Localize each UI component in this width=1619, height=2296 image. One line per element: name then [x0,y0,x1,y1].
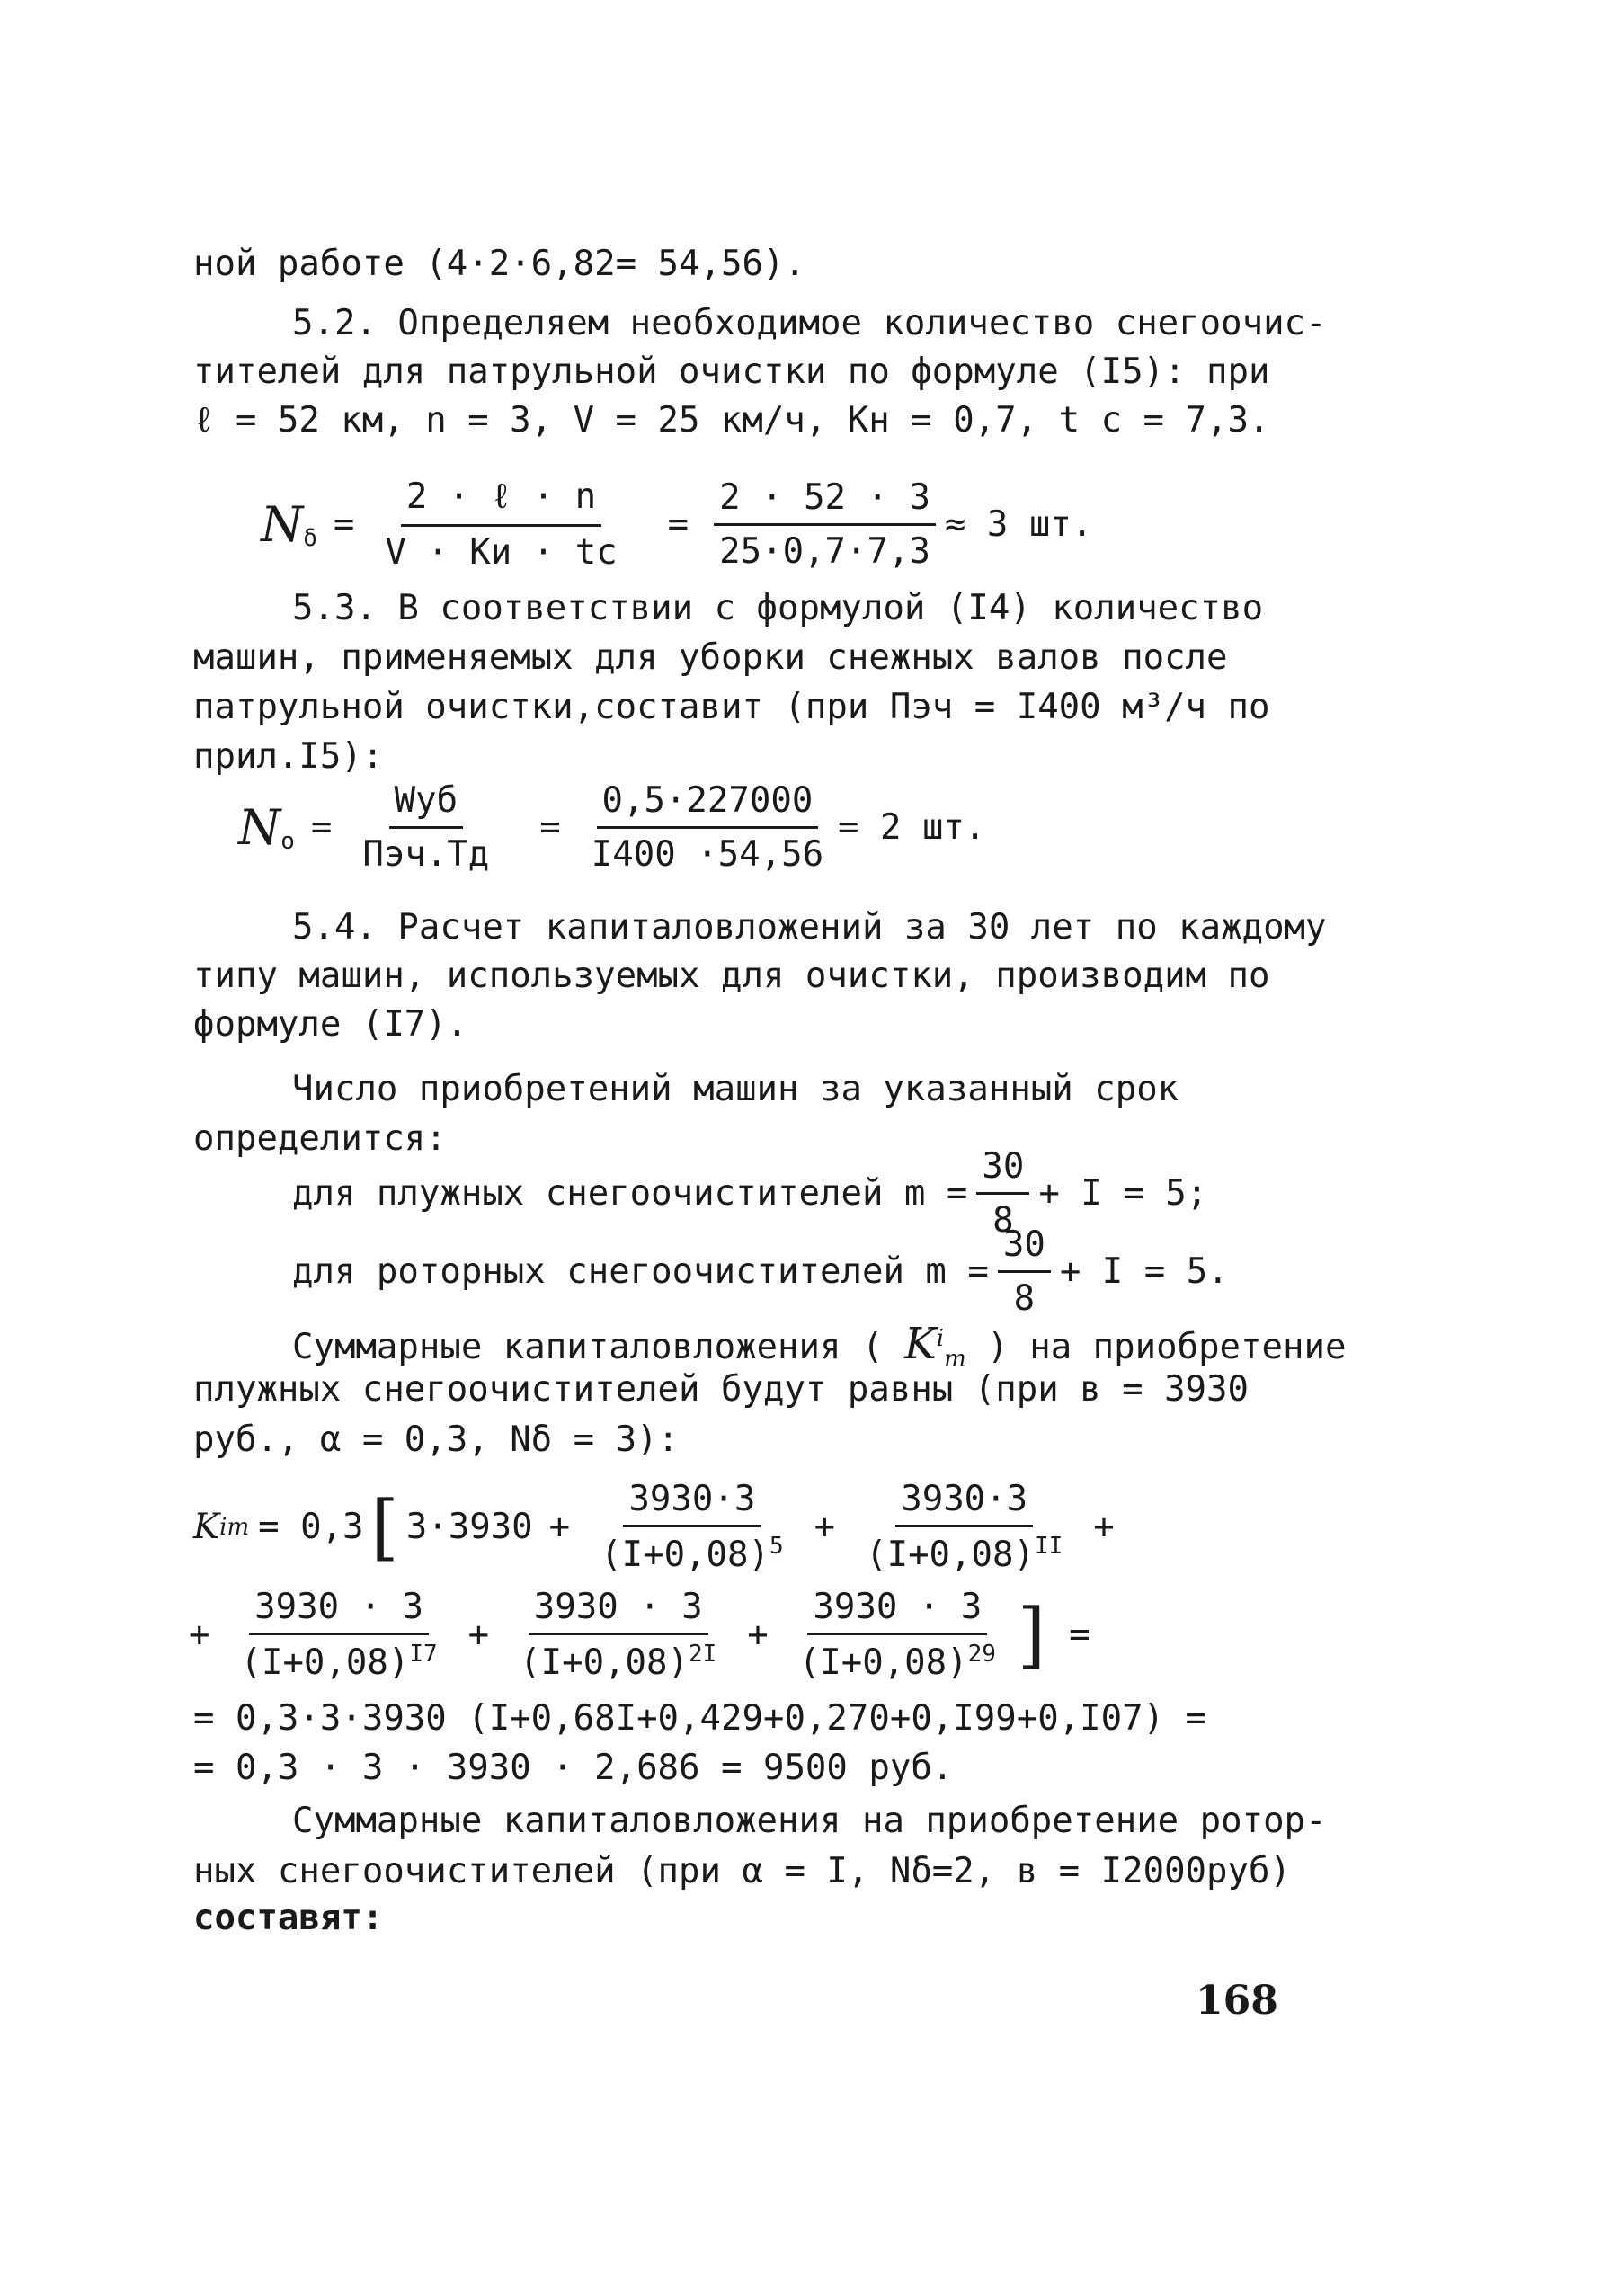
eq1-result: ≈ 3 шт. [944,504,1093,545]
term-1: $\frac{3930\cdot 3}{(I+0,08)^5}$ [600,1479,784,1575]
eq2-lhs-sub: o [280,827,295,855]
eq1-numerator-values: 2 · 52 · 3 [714,477,936,526]
text-line: Суммарные капиталовложения на приобретение ротор- [292,1801,1327,1841]
eq2-fraction-formula [357,780,494,875]
text-line: = 0,3 · 3 · 3930 · 2,686 = 9500 руб. [193,1748,954,1788]
text-line: типу машин, используемых для очистки, производим по [193,956,1270,996]
text-line: машин, применяемых для уборки снежных валов после [193,637,1228,678]
equation-n-o: N $_o$ = $\frac{\text{Wуб}}{\text{Пэч.Тд}}$ = $\frac{0,5\cdot 227000}{I400 \cdot 54,56}$ = 2 шт. [238,780,986,875]
term-4: $\frac{3930 \cdot 3}{(I+0,08)^{2I}}$ [520,1587,717,1683]
m-rotary-line: для роторных снегоочистителей m = $\frac{30}{8}$ + I = 5. [292,1224,1229,1319]
eq2-numerator-values: 0,5·227000 [597,780,819,829]
text-line: 5.3. В соответствии с формулой (I4) количество [292,588,1264,628]
text-line: Число приобретений машин за указанный срок [292,1069,1179,1109]
m-fraction: $\frac{30}{8}$ [998,1224,1051,1319]
text-line: ных снегоочистителей (при α = I, Nδ=2, в = I2000руб) [193,1851,1291,1891]
text-line: Суммарные капиталовложения ( $K^i_m$ ) на приобретение [292,1319,1347,1373]
m-plough-line: для плужных снегоочистителей m = $\frac{30}{8}$ + I = 5; [292,1146,1208,1241]
eq1-lhs: N [261,496,304,553]
text-line: ℓ = 52 км, n = 3, V = 25 км/ч, Кн = 0,7, t с = 7,3. [193,400,1270,441]
text-line: тителей для патрульной очистки по формуле (I5): при [193,352,1270,392]
page-number: 168 [1196,1978,1278,2024]
eq1-denominator: V · Kи · tс [385,532,618,573]
text-line: 5.2. Определяем необходимое количество снегоочис- [292,303,1327,343]
eq1-fraction-formula [379,476,622,573]
m-fraction: $\frac{30}{8}$ [976,1146,1029,1241]
text-line: ной работе (4·2·6,82= 54,56). [193,244,805,284]
eq2-numerator: Wуб [389,780,463,829]
term-2: $\frac{3930\cdot 3}{(I+0,08)^{II}}$ [866,1479,1063,1575]
eq1-numerator: 2 · ℓ · n [401,476,601,527]
text-line: плужных снегоочистителей будут равны (при в = 3930 [193,1369,1249,1410]
text-line: составят: [193,1898,384,1938]
text-line: формуле (I7). [193,1004,468,1045]
text-line: 5.4. Расчет капиталовложений за 30 лет по каждому [292,907,1327,948]
eq1-lhs-sub: δ [303,524,317,552]
text-line: патрульной очистки,составит (при Пэч = I400 м³/ч по [193,687,1270,727]
eq2-lhs: N [238,799,281,856]
eq2-result: = 2 шт. [838,807,986,848]
eq1-denominator-values: 25·0,7·7,3 [719,531,930,572]
term-5: $\frac{3930 \cdot 3}{(I+0,08)^{29}}$ [798,1587,996,1683]
eq1-fraction-values [714,477,936,572]
eq2-fraction-values [586,780,829,875]
equation-k-line2: + $\frac{3930 \cdot 3}{(I+0,08)^{I7}}$ + $\frac{3930 \cdot 3}{(I+0,08)^{2I}}$ + $\frac{3930 \cdot 3}{(I+0,08)^{29}}$ ] = [189,1587,1090,1683]
text-line: определится: [193,1118,447,1159]
equation-n-delta: N $_\delta$ = $\frac{\text{2 · ℓ · n}}{V \cdot Kи \cdot tс}$ = $\frac{2 \cdot 52 \cdot 3}{25\cdot 0,7\cdot 7,3}$ ≈ 3 шт. [261,476,1093,573]
eq2-denominator-values: I400 ·54,56 [591,834,824,875]
eq2-denominator: Пэч.Тд [362,834,490,875]
text-line: = 0,3·3·3930 (I+0,68I+0,429+0,270+0,I99+0,I07) = [193,1698,1207,1739]
text-line: руб., α = 0,3, Nδ = 3): [193,1419,680,1460]
term-3: $\frac{3930 \cdot 3}{(I+0,08)^{I7}}$ [240,1587,438,1683]
equation-k-line1: K i m = 0,3 [ 3·3930 + $\frac{3930\cdot 3}{(I+0,08)^5}$ + $\frac{3930\cdot 3}{(I+0,08)^{II}}$ + [193,1479,1115,1575]
text-line: прил.I5): [193,736,384,777]
